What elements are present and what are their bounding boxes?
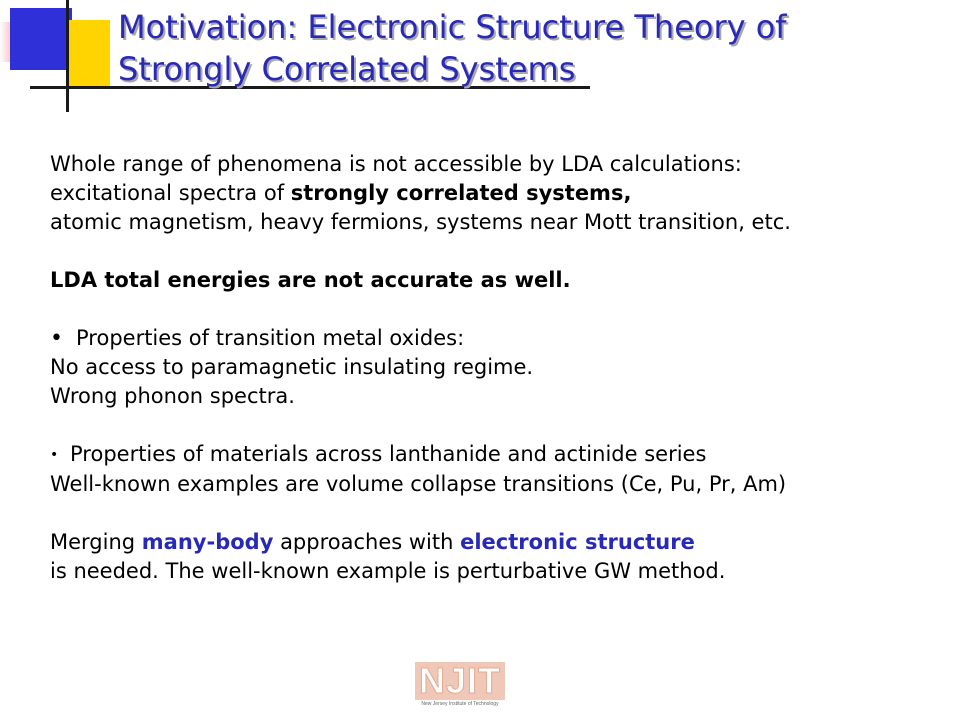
intro-line-3: atomic magnetism, heavy fermions, systems near Mott transition, etc. [50,210,791,234]
njit-logo-mark: NJIT [415,662,505,700]
bullet-2-marker: • [50,447,59,463]
intro-line-1: Whole range of phenomena is not accessible by LDA calculations: [50,152,742,176]
njit-logo-subtitle: New Jersey Institute of Technology [421,701,499,707]
lda-note [50,266,930,295]
slide-title [118,6,787,90]
njit-logo [410,662,510,707]
bullet-1-marker: • [50,326,63,351]
intro-line-2-text: excitational spectra of [50,181,291,205]
slide-body [50,150,930,586]
closing-highlight-many-body: many-body [141,530,274,554]
decor-blue-square [10,8,72,70]
slide-title-line-1: Motivation: Electronic Structure Theory of [118,8,787,46]
bullet-2-heading [50,440,930,470]
bullet-2-heading-text: Properties of materials across lanthanide and actinide series [70,442,707,466]
intro-line-2-bold: strongly correlated systems, [290,181,632,205]
decor-yellow-square [66,20,110,86]
closing-line-1 [50,528,930,557]
closing-highlight-electronic-structure: electronic structure [460,530,695,554]
decor-vertical-line [66,0,69,112]
closing-middle: approaches with [273,530,461,554]
bullet-1-heading [50,324,930,353]
bullet-1-line-3: Wrong phonon spectra. [50,384,295,408]
closing-prefix: Merging [50,530,142,554]
closing-line-2: is needed. The well-known example is perturbative GW method. [50,559,726,583]
bullet-1-line-2: No access to paramagnetic insulating regime. [50,355,534,379]
intro-line-2 [50,179,930,208]
lda-note-text: LDA total energies are not accurate as well. [50,268,571,292]
bullet-2-line-2: Well-known examples are volume collapse transitions (Ce, Pu, Pr, Am) [50,472,787,496]
slide-title-line-2: Strongly Correlated Systems [118,50,576,88]
bullet-1-heading-text: Properties of transition metal oxides: [76,326,465,350]
